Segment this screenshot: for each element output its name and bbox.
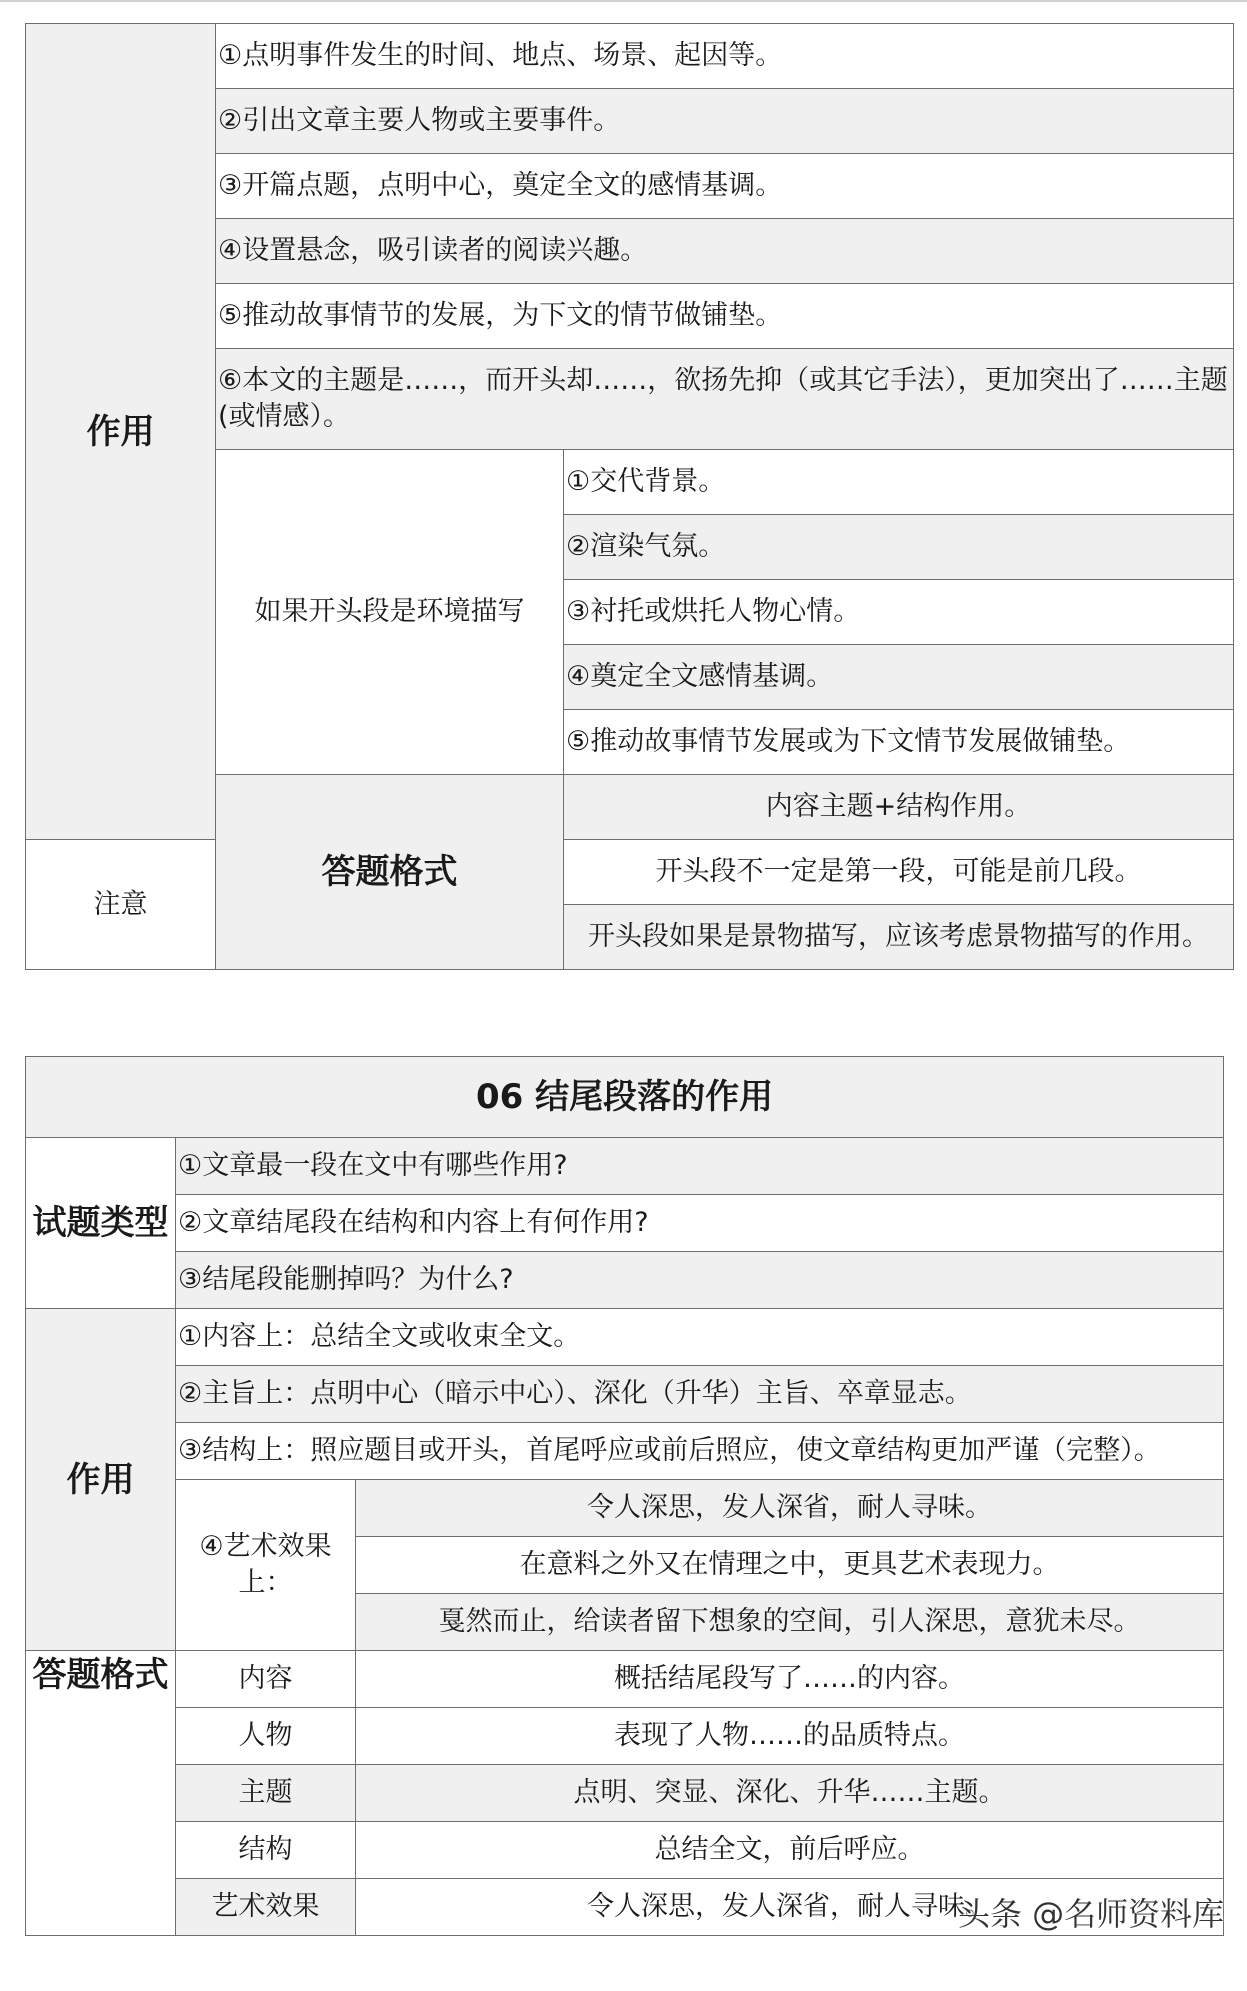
art-label: ④艺术效果上： (176, 1480, 356, 1651)
opening-paragraph-table (25, 23, 1234, 970)
role-item: ②主旨上：点明中心（暗示中心）、深化（升华）主旨、卒章显志。 (176, 1366, 1224, 1423)
env-item: ②渲染气氛。 (564, 515, 1234, 580)
note-item: 开头段如果是景物描写，应该考虑景物描写的作用。 (564, 905, 1234, 970)
format-text: 总结全文，前后呼应。 (356, 1822, 1224, 1879)
env-label: 如果开头段是环境描写 (216, 450, 564, 775)
format-label: 内容 (176, 1651, 356, 1708)
env-item: ③衬托或烘托人物心情。 (564, 580, 1234, 645)
role-header: 作用 (26, 1309, 176, 1651)
role-item: ④设置悬念，吸引读者的阅读兴趣。 (216, 219, 1234, 284)
env-item: ④奠定全文感情基调。 (564, 645, 1234, 710)
table-title: 06 结尾段落的作用 (26, 1057, 1224, 1138)
format-text: 表现了人物……的品质特点。 (356, 1708, 1224, 1765)
note-item: 开头段不一定是第一段，可能是前几段。 (564, 840, 1234, 905)
role-item: ②引出文章主要人物或主要事件。 (216, 89, 1234, 154)
top-divider (0, 0, 1247, 2)
format-label: 艺术效果 (176, 1879, 356, 1936)
format-label: 结构 (176, 1822, 356, 1879)
role-item: ①内容上：总结全文或收束全文。 (176, 1309, 1224, 1366)
format-main: 内容主题+结构作用。 (564, 775, 1234, 840)
type-item: ③结尾段能删掉吗？为什么? (176, 1252, 1224, 1309)
format-label: 主题 (176, 1765, 356, 1822)
role-item: ③开篇点题，点明中心，奠定全文的感情基调。 (216, 154, 1234, 219)
art-item: 令人深思，发人深省，耐人寻味。 (356, 1480, 1224, 1537)
format-header: 答题格式 (216, 775, 564, 970)
role-item: ①点明事件发生的时间、地点、场景、起因等。 (216, 24, 1234, 89)
format-label: 人物 (176, 1708, 356, 1765)
env-item: ⑤推动故事情节发展或为下文情节发展做铺垫。 (564, 710, 1234, 775)
role-item: ⑤推动故事情节的发展，为下文的情节做铺垫。 (216, 284, 1234, 349)
format-text: 点明、突显、深化、升华……主题。 (356, 1765, 1224, 1822)
watermark: 头条 @名师资料库 (958, 1895, 1225, 1933)
type-item: ①文章最一段在文中有哪些作用? (176, 1138, 1224, 1195)
art-item: 在意料之外又在情理之中，更具艺术表现力。 (356, 1537, 1224, 1594)
format-header: 答题格式 (26, 1651, 176, 1936)
type-item: ②文章结尾段在结构和内容上有何作用? (176, 1195, 1224, 1252)
format-text: 概括结尾段写了……的内容。 (356, 1651, 1224, 1708)
ending-paragraph-table (25, 1056, 1224, 1936)
type-header: 试题类型 (26, 1138, 176, 1309)
role-item: ⑥本文的主题是……，而开头却……，欲扬先抑（或其它手法），更加突出了……主题(或情感）。 (216, 349, 1234, 450)
role-header: 作用 (26, 24, 216, 840)
art-item: 戛然而止，给读者留下想象的空间，引人深思，意犹未尽。 (356, 1594, 1224, 1651)
env-item: ①交代背景。 (564, 450, 1234, 515)
role-item: ③结构上：照应题目或开头，首尾呼应或前后照应，使文章结构更加严谨（完整）。 (176, 1423, 1224, 1480)
note-label: 注意 (26, 840, 216, 970)
format-text: 令人深思，发人深省，耐人寻味。 (356, 1879, 1224, 1936)
